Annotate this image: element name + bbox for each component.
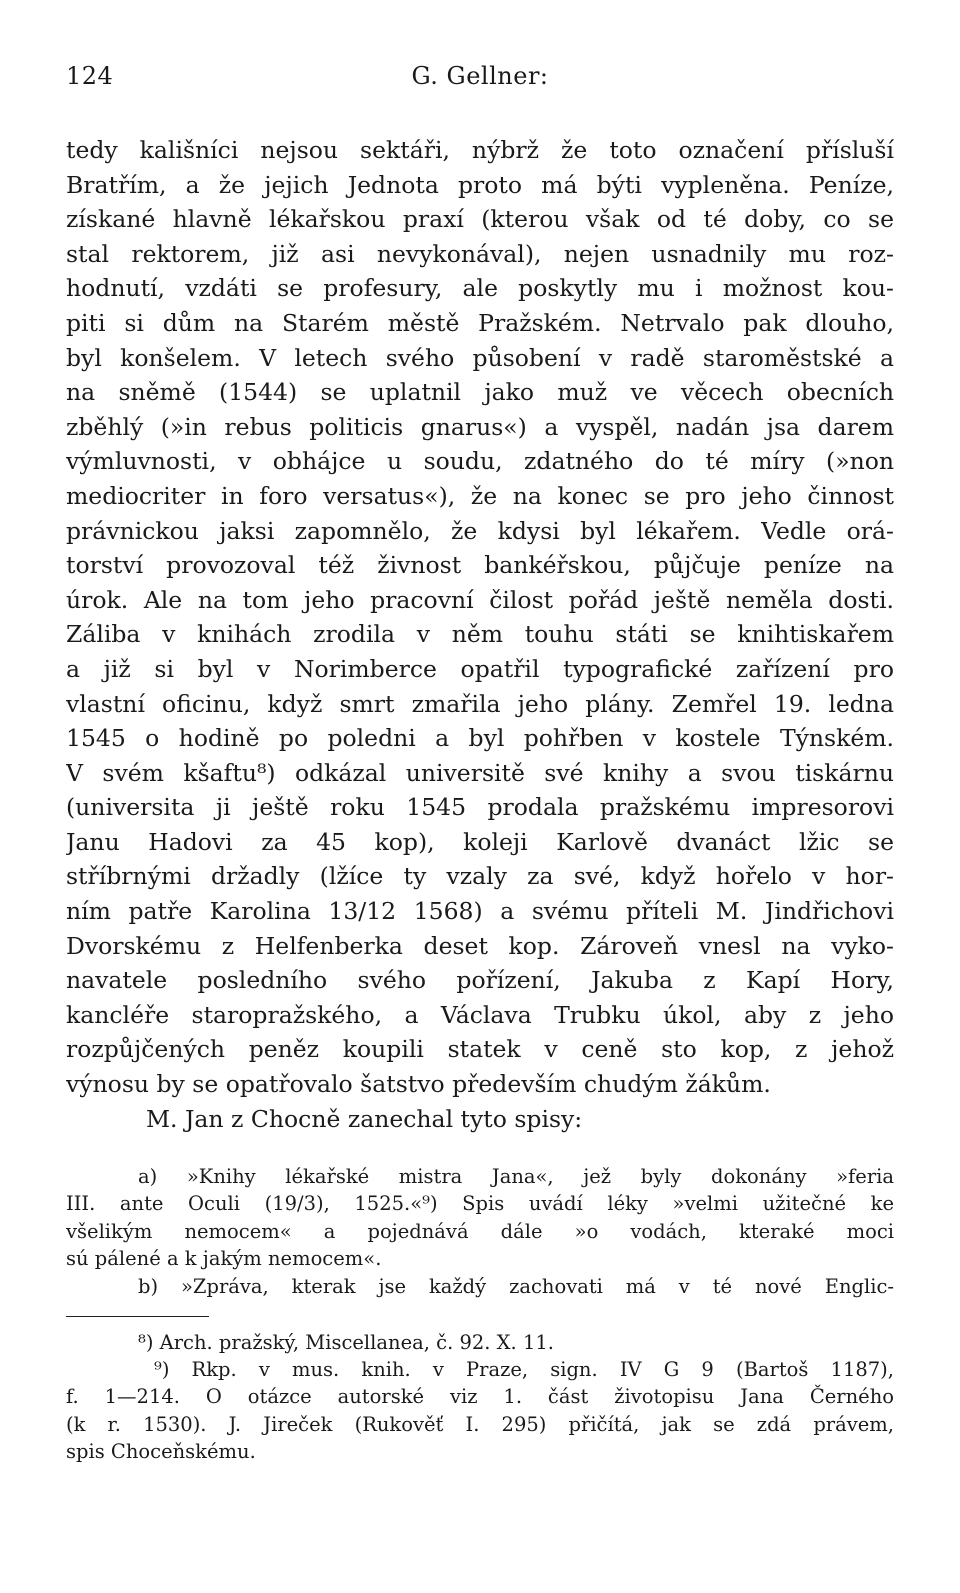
text-line: Dvorskému z Helfenberka deset kop. Zároveň vnesl na vyko- [66,931,894,960]
works-list [66,1163,894,1300]
running-title: G. Gellner: [411,62,549,90]
list-line: všelikým nemocem« a pojednává dále »o vodách, kteraké moci [66,1219,894,1243]
text-line: tedy kališníci nejsou sektáři, nýbrž že toto označení přísluší [66,136,894,164]
text-line: stříbrnými držadly (lžíce ty vzaly za své, když hořelo v hor- [66,862,894,891]
text-line: právnickou jaksi zapomnělo, že kdysi byl lékařem. Vedle orá- [66,516,894,545]
footnote-line: (k r. 1530). J. Jireček (Rukověť I. 295) přičítá, jak se zdá právem, [66,1412,894,1436]
text-line: vlastní oficinu, když smrt zmařila jeho plány. Zemřel 19. ledna [66,689,894,718]
text-line: výmluvnosti, v obhájce u soudu, zdatného do té míry (»non [66,447,894,476]
text-line: Janu Hadovi za 45 kop), koleji Karlově dvanáct lžic se [66,827,894,856]
text-line: kancléře staropražského, a Václava Trubku úkol, aby z jeho [66,1000,894,1029]
text-line: piti si dům na Starém městě Pražském. Netrvalo pak dlouho, [66,308,894,337]
text-line: výnosu by se opatřovalo šatstvo především chudým žákům. [66,1070,771,1099]
text-line: stal rektorem, již asi nevykonával), nejen usnadnily mu roz- [66,239,894,268]
text-line: získané hlavně lékařskou praxí (kterou však od té doby, co se [66,205,894,234]
text-line: Bratřím, a že jejich Jednota proto má býti vypleněna. Peníze, [66,170,894,199]
text-line: mediocriter in foro versatus«), že na konec se pro jeho činnost [66,481,894,510]
text-line: 1545 o hodině po poledni a byl pohřben v kostele Týnském. [66,724,894,753]
spisy-intro: M. Jan z Chocně zanechal tyto spisy: [146,1104,583,1133]
text-line: navatele posledního svého pořízení, Jakuba z Kapí Hory, [66,966,894,995]
footnotes [66,1329,894,1465]
page-number: 124 [66,62,114,90]
text-line: úrok. Ale na tom jeho pracovní čilost pořád ještě neměla dosti. [66,585,894,614]
text-line: zběhlý (»in rebus politicis gnarus«) a vyspěl, nadán jsa darem [66,412,894,441]
text-line: Záliba v knihách zrodila v něm touhu státi se knihtiskařem [66,620,894,649]
text-line: (universita ji ještě roku 1545 prodala pražskému impresorovi [66,793,894,822]
text-line: a již si byl v Norimberce opatřil typografické zařízení pro [66,654,894,683]
text-line: byl konšelem. V letech svého působení v radě staroměstské a [66,343,894,372]
page-header [66,62,894,96]
list-item-b: b) »Zpráva, kterak jse každý zachovati má v té nové Englic- [138,1274,894,1298]
text-line: rozpůjčených peněz koupili statek v ceně sto kop, z jehož [66,1035,894,1064]
main-paragraph [66,133,894,1136]
list-item-a: a) »Knihy lékařské mistra Jana«, jež byly dokonány »feria [138,1165,894,1188]
footnote-divider [66,1316,209,1317]
footnote-9: ⁹) Rkp. v mus. knih. v Praze, sign. IV G 9 (Bartoš 1187), [154,1358,894,1382]
text-line: ním patře Karolina 13/12 1568) a svému příteli M. Jindřichovi [66,897,894,926]
list-line: III. ante Oculi (19/3), 1525.«⁹) Spis uvádí léky »velmi užitečné ke [66,1192,894,1216]
text-line: torství provozoval též živnost bankéřskou, půjčuje peníze na [66,551,894,580]
footnote-line: spis Choceňskému. [66,1439,256,1463]
footnote-8: ⁸) Arch. pražský, Miscellanea, č. 92. X. 11. [138,1331,554,1354]
text-line: hodnutí, vzdáti se profesury, ale poskytly mu i možnost kou- [66,274,894,303]
list-line: sú pálené a k jakým nemocem«. [66,1247,382,1271]
text-line: V svém kšaftu⁸) odkázal universitě své knihy a svou tiskárnu [66,758,894,787]
text-line: na sněmě (1544) se uplatnil jako muž ve věcech obecních [66,378,894,407]
footnote-line: f. 1—214. O otázce autorské viz 1. část životopisu Jana Černého [66,1385,894,1409]
